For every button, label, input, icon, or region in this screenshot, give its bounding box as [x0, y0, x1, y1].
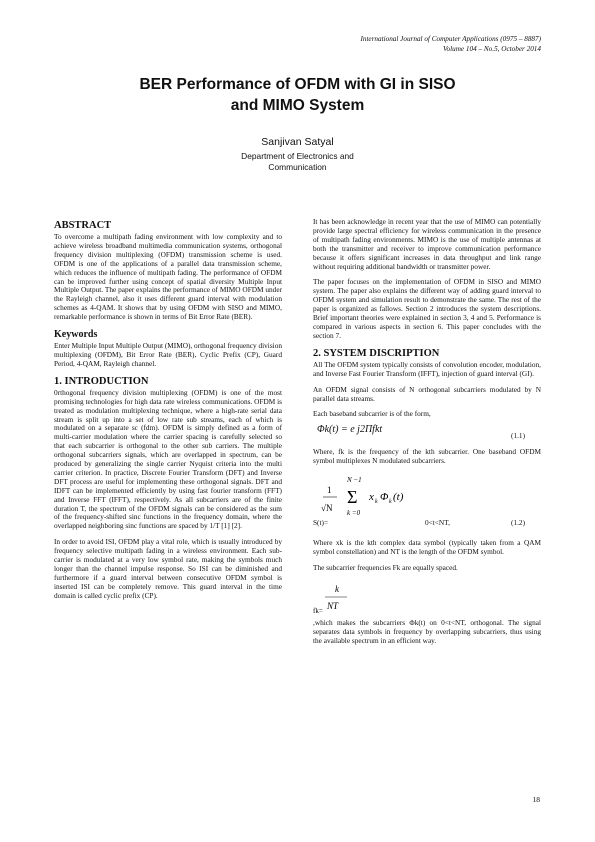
equation-1-1-expression: Φk(t) = e j2Πfkt	[317, 424, 383, 436]
system-paragraph-7: ,which makes the subcarriers Φk(t) on 0<t<NT, orthogonal. The signal separates data symbols in frequency by overlapping subcarriers, thus using the available spectrum in an efficient way.	[313, 617, 541, 645]
equation-1-2-condition: 0<t<NT,	[425, 518, 450, 528]
introduction-paragraph-2: In order to avoid ISI, OFDM play a vital role, which is usually introduced by frequency selective multipath fading in a wireless environment. Each sub-carrier is modulated at a very low symbol rate, making the symbols much longer than the channel impulse response. So ISI can be diminished and furthermore if a guard interval between consecutive OFDM symbol is inserted ISI can be completely remove. This guard interval in the time domain is called cyclic prefix (CP).	[54, 537, 282, 600]
svg-text:k: k	[389, 499, 392, 506]
right-column	[313, 218, 541, 653]
equation-fk-fraction	[313, 580, 373, 616]
paper-focus-paragraph: The paper focuses on the implementation of OFDM in SISO and MIMO system. The paper also explains the different way of adding guard interval to OFDM system and simulation result to demonstrate the same. The rest of the paper is organized as fallows. Section 2 introduces the system descriptions. Brief important theories were explained in section 3, 4 and 5. Performance is compared in various aspects in section 6. This paper concludes with the section 7.	[313, 277, 541, 340]
equation-1-1-number: (1.1)	[511, 431, 525, 441]
author-name: Sanjivan Satyal	[261, 136, 334, 148]
svg-text:k: k	[375, 499, 378, 506]
svg-text:NT: NT	[327, 600, 339, 611]
abstract-text: To overcome a multipath fading environment with low complexity and to achieve wireless broadband multimedia communication systems, orthogonal frequency division multiplexing (OFDM) transmission scheme is used. OFDM is one of the applications of a parallel data transmission scheme, which reduces the influence of multipath fading. The performance of OFDM can be improved further using concept of spatial diversity Multiple Input Multiple Output. The paper explains the performance of MIMO OFDM under the Rayleigh channel, also it uses different guard interval with modulation schemes as 4-QAM. It shows that by using OFDM with SISO and MIMO, remarkable performance is shown in terms of Bit Error Rate (BER).	[54, 232, 282, 322]
title-line-2: and MIMO System	[230, 97, 365, 114]
introduction-heading: 1. INTRODUCTION	[54, 375, 149, 387]
equation-1-2-formula	[313, 473, 433, 519]
abstract-heading: ABSTRACT	[54, 220, 112, 231]
mimo-paragraph: It has been acknowledge in recent year that the use of MIMO can potentially provide large spectral efficiency for wireless communication in the presence of multipath fading environments. MIMO is the use of multiple antennas at both the transmitter and receiver to improve communication performance because it offers significant increases in data throughput and link range without requiring additional bandwidth or transmitter power.	[313, 217, 541, 271]
svg-text:(t): (t)	[393, 491, 404, 504]
system-paragraph-2: An OFDM signal consists of N orthogonal subcarriers modulated by N parallel data streams.	[313, 384, 541, 403]
equation-fk	[313, 580, 541, 616]
keywords-heading: Keywords	[54, 329, 98, 341]
title-line-1: BER Performance of OFDM with GI in SISO	[139, 76, 456, 93]
equation-1-1	[313, 426, 541, 442]
system-paragraph-4: Where, fk is the frequency of the kth subcarrier. One baseband OFDM symbol multiplexes N modulated subcarriers.	[313, 447, 541, 466]
svg-text:k =0: k =0	[347, 509, 361, 518]
equation-1-2	[313, 473, 541, 533]
affiliation-line-2: Communication	[268, 162, 327, 172]
author-affiliation	[0, 151, 595, 173]
system-paragraph-5: Where xk is the kth complex data symbol (typically taken from a QAM symbol constellation) and NT is the length of the OFDM symbol.	[313, 538, 541, 557]
svg-text:N −1: N −1	[347, 476, 362, 485]
system-paragraph-6: The subcarrier frequencies Fk are equally spaced.	[313, 562, 458, 572]
page-number: 18	[532, 795, 540, 804]
svg-text:x: x	[369, 491, 374, 504]
paper-title	[0, 74, 595, 116]
svg-text:k: k	[335, 583, 339, 594]
svg-text:1: 1	[327, 485, 332, 496]
introduction-paragraph-1: 0rthogonal frequency division multiplexing (OFDM) is one of the most promising technologies for high data rate wireless communications. OFDM is treated as modulation multiplexing technique, where a high-rate serial data stream is split up into a set of low rate sub streams, each of which is modulated on a separate sc (fdm). OFDM is simply defined as a form of multi-carrier modulation where the carrier spacing is carefully selected so that each subcarrier is orthogonal to the other sub carriers. The multiple orthogonal subcarriers signals, which are overlapped in spectrum, can be produced by generalizing the single carrier Nyquist criteria into the multi carrier criterion. In practice, Discrete Fourier Transform (DFT) and Inverse DFT process are useful for implementing these orthogonal signals. DFT and IDFT can be implemented efficiently by using fast fourier transform (FFT) and Inverse FFT (IFFT), respectively. As all subcarriers are of the finite duration T, the spectrum of the OFDM signals can be considered as the sum of the frequency-shifted sinc functions in the frequency domain, where the overlapped neighboring sinc functions are spaced by 1/T [1] [2].	[54, 387, 282, 531]
equation-1-2-label: S(t)=	[313, 518, 329, 528]
svg-text:√N: √N	[321, 503, 333, 514]
svg-text:fk=: fk=	[313, 606, 323, 615]
system-paragraph-3: Each baseband subcarrier is of the form,	[313, 409, 431, 419]
system-description-heading: 2. SYSTEM DISCRIPTION	[313, 347, 440, 359]
left-column	[54, 218, 282, 608]
system-paragraph-1: All The OFDM system typically consists of convolution encoder, modulation, and Inverse Fast Fourier Transform (IFFT), injection of guard interval (GI).	[313, 359, 541, 378]
journal-name: International Journal of Computer Applications (0975 – 8887)	[360, 35, 541, 43]
svg-text:Φ: Φ	[380, 491, 389, 504]
affiliation-line-1: Department of Electronics and	[241, 151, 354, 161]
journal-volume: Volume 104 – No.5, October 2014	[442, 45, 541, 53]
equation-1-2-number: (1.2)	[511, 518, 525, 528]
keywords-text: Enter Multiple Input Multiple Output (MIMO), orthogonal frequency division multiplexing (OFDM), Bit Error Rate (BER), Cyclic Prefix (CP), Guard Period, 4-QAM, Rayleigh channel.	[54, 341, 282, 368]
journal-header	[360, 34, 541, 54]
svg-text:Σ: Σ	[347, 487, 358, 508]
